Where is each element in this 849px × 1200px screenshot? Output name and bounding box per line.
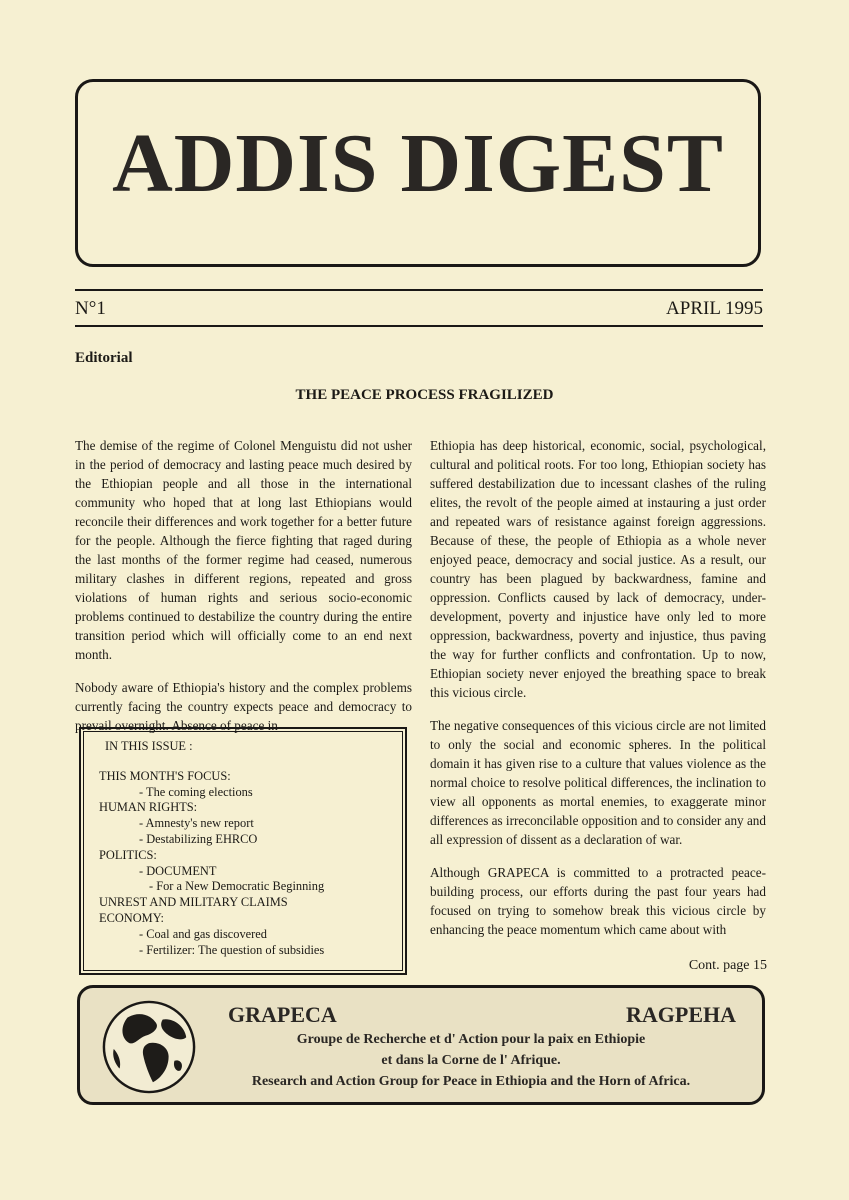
footer-line: Groupe de Recherche et d' Action pour la paix en Ethiopie [296,1032,646,1047]
continuation-note: Cont. page 15 [688,958,767,973]
globe-icon [100,998,198,1096]
footer-line: Research and Action Group for Peace in Ethiopia and the Horn of Africa. [251,1074,691,1089]
section-label: Editorial [75,350,133,366]
contents-category: POLITICS: [99,847,157,862]
article-paragraph: Although GRAPECA is committed to a protracted peace-building process, our efforts during the past four years had focused on trying to somehow break this vicious circle by enhancing the peace momentum which came about with [430,865,766,937]
footer-line: et dans la Corne de l' Afrique. [381,1053,561,1068]
article-paragraph: Ethiopia has deep historical, economic, social, psychological, cultural and political roots. For too long, Ethiopian society has suffered destabilization due to incessant clashes of the ruling elites, the revolt of the people aimed at instauring a just order and repeated wars of resistance against foreign aggressions. Because of these, the people of Ethiopia as a whole never enjoyed peace, democracy and social justice. As a result, our country has been plagued by backwardness, famine and oppression. Conflicts caused by lack of democracy, under-development, poverty and injustice have only led to more oppression, backwardness, poverty and injustice, thus paving the way for further conflicts and confrontation. Up to now, Ethiopian society never enjoyed the breathing space to break this vicious circle. [430,438,766,700]
masthead-box [75,79,761,267]
contents-item: - The coming elections [139,784,253,799]
article-column-right [430,436,766,953]
bottom-rule [75,325,763,327]
contents-category: ECONOMY: [99,910,164,925]
contents-item: - Amnesty's new report [139,816,254,831]
article-column-left [75,436,412,749]
contents-category: HUMAN RIGHTS: [99,800,198,815]
contents-box [79,727,407,975]
contents-item: - Fertilizer: The question of subsidies [139,942,325,957]
issue-number: N°1 [75,298,106,319]
publication-title: ADDIS DIGEST [112,117,724,210]
contents-heading: IN THIS ISSUE : [105,739,193,753]
article-paragraph: The negative consequences of this vicious circle are not limited to only the social and economic spheres. In the political domain it has given rise to a culture that values violence as the normal choice to resolve political differences, the inclination to view all opponents as mortal enemies, to exaggerate minor differences as irreconcilable opposition and to consider any and all expression of dissent as a declaration of war. [430,718,766,847]
article-paragraph: Nobody aware of Ethiopia's history and the complex problems currently facing the country expects peace and democracy to prevail overnight. Absence of peace in [75,680,412,733]
org-name-french: RAGPEHA [626,1002,736,1027]
contents-category: THIS MONTH'S FOCUS: [99,768,231,783]
org-name-english: GRAPECA [228,1002,337,1027]
article-paragraph: The demise of the regime of Colonel Menguistu did not usher in the period of democracy and lasting peace much desired by the Ethiopian people and all those in the international community who hoped that at long last Ethiopians would reconcile their differences and work together for a better future for the people. Although the fierce fighting that raged during the last months of the former regime had ceased, numerous military clashes in different regions, repeated and gross violations of human rights and serious socio-economic problems continued to destabilize the country during the entire transition period which will officially come to an end next month. [75,438,412,662]
contents-item: - For a New Democratic Beginning [149,879,325,894]
issue-date: APRIL 1995 [666,298,763,319]
contents-category: UNREST AND MILITARY CLAIMS [99,895,288,910]
article-headline: THE PEACE PROCESS FRAGILIZED [295,387,554,403]
contents-item: - DOCUMENT [139,863,217,878]
contents-item: - Destabilizing EHRCO [139,831,258,846]
contents-item: - Coal and gas discovered [139,926,267,941]
footer-banner [77,985,765,1105]
top-rule [75,289,763,291]
